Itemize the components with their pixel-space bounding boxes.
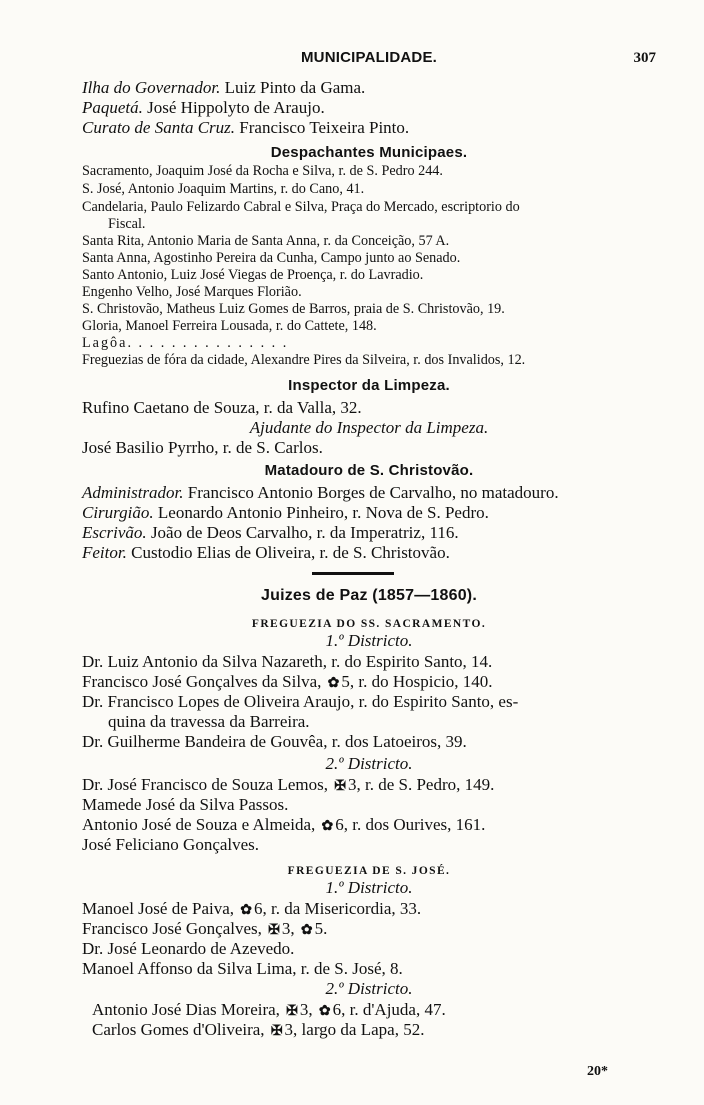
juizes-title: Juizes de Paz (1857—1860). [261,587,477,604]
desp-line: Freguezias de fóra da cidade, Alexandre Pires da Silveira, r. dos Invalidos, 12. [82,352,526,368]
despachantes-title: Despachantes Municipaes. [270,144,468,161]
juiz-line: Antonio José Dias Moreira, ✠ 3, ✿ 6, r. d'Ajuda, 47. [92,1000,656,1022]
juiz-line: Dr. Luiz Antonio da Silva Nazareth, r. do Espirito Santo, 14. [82,652,493,671]
header-title: MUNICIPALIDADE. [300,49,438,66]
juiz-line: Francisco José Gonçalves, ✠ 3, ✿ 5. [82,919,656,941]
order-rose-icon: ✿ [240,903,253,918]
section-rule [312,572,394,575]
districto-heading: 1.º Districto. [325,878,413,897]
juiz-line: José Feliciano Gonçalves. [82,835,260,854]
order-cross-icon: ✠ [334,779,346,794]
desp-line: Santa Anna, Agostinho Pereira da Cunha, Campo junto ao Senado. [82,250,461,266]
signature-mark: 20* [587,1064,608,1079]
freguezia-sao-jose: FREGUEZIA DE S. JOSÉ. [287,865,451,877]
desp-line: Candelaria, Paulo Felizardo Cabral e Silva, Praça do Mercado, escriptorio do [82,199,520,215]
desp-line: S. José, Antonio Joaquim Martins, r. do Cano, 41. [82,181,365,197]
desp-line: Santo Antonio, Luiz José Viegas de Proença, r. do Lavradio. [82,267,424,283]
order-cross-icon: ✠ [268,923,280,938]
limpeza-ajudante-title: Ajudante do Inspector da Limpeza. [249,418,489,437]
order-rose-icon: ✿ [318,1004,331,1019]
juiz-line: Mamede José da Silva Passos. [82,795,289,814]
order-cross-icon: ✠ [286,1004,298,1019]
order-rose-icon: ✿ [321,819,334,834]
districto-heading: 2.º Districto. [325,754,413,773]
order-cross-icon: ✠ [270,1024,283,1039]
desp-line: Fiscal. [108,216,146,232]
matadouro-role: Administrador. Francisco Antonio Borges de Carvalho, no matadouro. [82,483,559,502]
matadouro-role: Escrivão. João de Deos Carvalho, r. da Imperatriz, 116. [82,523,459,542]
juiz-line: Dr. José Leonardo de Azevedo. [82,939,295,958]
matadouro-role: Cirurgião. Leonardo Antonio Pinheiro, r. Nova de S. Pedro. [82,503,489,522]
districto-heading: 1.º Districto. [325,631,413,650]
desp-line: Sacramento, Joaquim José da Rocha e Silva, r. de S. Pedro 244. [82,163,443,179]
juiz-line: quina da travessa da Barreira. [108,712,310,731]
limpeza-title: Inspector da Limpeza. [288,377,450,394]
desp-line: Santa Rita, Antonio Maria de Santa Anna, r. da Conceição, 57 A. [82,233,450,249]
freguezia-sacramento: FREGUEZIA DO SS. SACRAMENTO. [251,618,487,630]
page-number: 307 [633,50,656,66]
entry-ilha: Ilha do Governador. Luiz Pinto da Gama. [82,78,366,97]
desp-line: Gloria, Manoel Ferreira Lousada, r. do Cattete, 148. [82,318,377,334]
juiz-line: Manoel Affonso da Silva Lima, r. de S. José, 8. [82,959,403,978]
juiz-line: Dr. Guilherme Bandeira de Gouvêa, r. dos Latoeiros, 39. [82,732,467,751]
order-rose-icon: ✿ [300,923,313,938]
desp-line: S. Christovão, Matheus Luiz Gomes de Barros, praia de S. Christovão, 19. [82,301,505,317]
limpeza-ajudante: José Basilio Pyrrho, r. de S. Carlos. [82,438,323,457]
entry-paqueta: Paquetá. José Hippolyto de Araujo. [82,98,325,117]
juiz-line: Manoel José de Paiva, ✿ 6, r. da Misericordia, 33. [82,899,656,921]
juiz-line: Antonio José de Souza e Almeida, ✿ 6, r. dos Ourives, 161. [82,815,656,837]
desp-line: Engenho Velho, José Marques Florião. [82,284,302,300]
order-rose-icon: ✿ [327,676,340,691]
juiz-line: Dr. Francisco Lopes de Oliveira Araujo, r. do Espirito Santo, es- [82,692,519,711]
matadouro-title: Matadouro de S. Christovão. [264,462,474,479]
districto-heading: 2.º Districto. [325,979,413,998]
desp-line: Lagôa. . . . . . . . . . . . . . . [82,335,289,351]
limpeza-inspector: Rufino Caetano de Souza, r. da Valla, 32. [82,398,362,417]
entry-santa-cruz: Curato de Santa Cruz. Francisco Teixeira Pinto. [82,118,410,137]
juiz-line: Carlos Gomes d'Oliveira, ✠ 3, largo da Lapa, 52. [92,1020,656,1042]
matadouro-role: Feitor. Custodio Elias de Oliveira, r. de S. Christovão. [82,543,450,562]
juiz-line: Dr. José Francisco de Souza Lemos, ✠ 3, r. de S. Pedro, 149. [82,775,656,797]
juiz-line: Francisco José Gonçalves da Silva, ✿ 5, r. do Hospicio, 140. [82,672,656,694]
